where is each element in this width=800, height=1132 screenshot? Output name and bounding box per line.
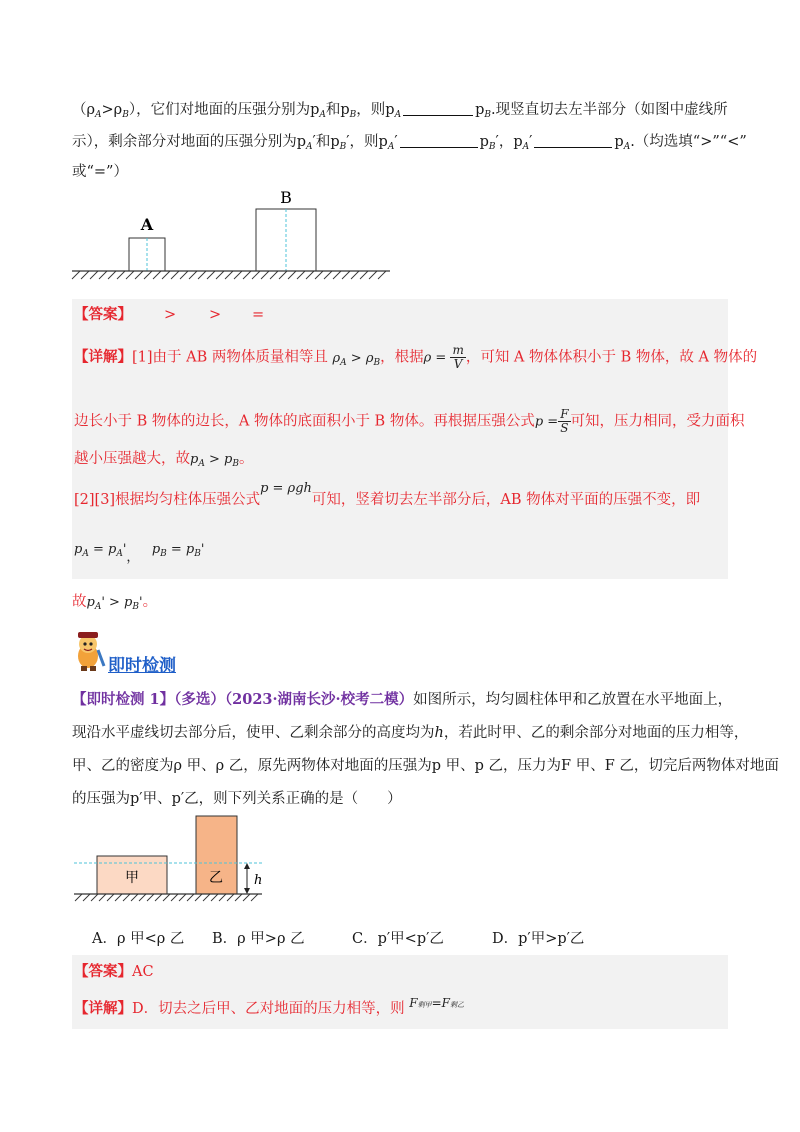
label-yi: 乙 [209,870,223,886]
hatch-mark [163,894,170,901]
hatch-mark [360,271,368,279]
label-b: B [280,188,292,207]
hatch-mark [131,894,138,901]
figure-cylinders [70,812,270,908]
detail-1-line-1: 【详解】[1]由于 AB 两物体质量相等且 $\rho_A > \rho_B$，根据ρ = $\frac{m}{V}$ ，可知 A 物体体积小于 B 物体，故 A 物体的 [74,343,758,371]
hatch-mark [342,271,350,279]
test-1-line-2: 现沿水平虚线切去部分后，使甲、乙剩余部分的高度均为h，若此时甲、乙的剩余部分对地面的压力相等， [72,725,749,741]
hatch-mark [91,894,98,901]
hatch-mark [378,271,386,279]
option-b[interactable]: B．ρ 甲>ρ 乙 [212,931,305,947]
answer-box-1 [72,299,728,579]
hatch-mark [234,271,242,279]
hatch-mark [270,271,278,279]
label-a: A [140,215,154,234]
answer-blank-1[interactable] [403,101,473,116]
hatch-mark [198,271,206,279]
hatch-mark [288,271,296,279]
answer-blank-3[interactable] [534,133,612,148]
hatch-mark [180,271,188,279]
hatch-mark [324,271,332,279]
hatch-mark [243,271,251,279]
hatch-mark [117,271,125,279]
hatch-mark [75,894,82,901]
hatch-mark [243,894,250,901]
hatch-mark [195,894,202,901]
hatch-mark [81,271,89,279]
hatch-mark [115,894,122,901]
hatch-mark [99,894,106,901]
answer-blank-2[interactable] [400,133,478,148]
hatch-mark [207,271,215,279]
ground-hatch [72,271,386,279]
hatch-mark [83,894,90,901]
hatch-mark [315,271,323,279]
hatch-mark [144,271,152,279]
hatch-mark [216,271,224,279]
hatch-mark [187,894,194,901]
hatch-mark [162,271,170,279]
hatch-mark [261,271,269,279]
hatch-mark [107,894,114,901]
hatch-mark [171,271,179,279]
answer-1: 【答案】 > > = [74,306,265,323]
figure-blocks-ab [70,185,400,285]
hatch-mark [279,271,287,279]
label-h: h [254,873,263,888]
hatch-mark [333,271,341,279]
hatch-mark [147,894,154,901]
detail-1-conclusion: 故$p_A' > p_B'$。 [72,594,158,612]
label-jia: 甲 [125,870,139,886]
hatch-mark [126,271,134,279]
question-line-3: 或“=”） [72,164,128,180]
option-c[interactable]: C．p′甲<p′乙 [352,931,444,947]
question-line-1: $(\rho_A>\rho_B)$，它们对地面的压强分别为$p_A$和$p_B$，则$p_A$ $p_B$.现竖直切去左半部分（如图中虚线所 [72,102,728,120]
hatch-mark [179,894,186,901]
detail-2: 【详解】D．切去之后甲、乙对地面的压力相等，则 $^{F剩甲=F剩乙}$ [74,996,464,1017]
detail-1-line-4: [2][3]根据均匀柱体压强公式p = ρgh可知，竖着切去左半部分后，AB 物体对平面的压强不变，即 [74,481,701,508]
test-1-line-4: 的压强为p′甲、p′乙，则下列关系正确的是（ ） [72,791,402,807]
hatch-mark [251,894,258,901]
hatch-mark [203,894,210,901]
detail-1-line-2: 边长小于 B 物体的边长，A 物体的底面积小于 B 物体。再根据压强公式p = $\frac{F}{S}$ 可知，压力相同，受力面积 [74,407,745,435]
question-line-2: 示），剩余部分对地面的压强分别为$p_A'$和$p_B'$，则$p_A'$ $p_B'$，$p_A'$ $p_A$.（均选填“>”“<” [72,134,747,152]
test-1-line-1: 【即时检测 1】（多选）（2023·湖南长沙·校考二模）如图所示，均匀圆柱体甲和乙放置在水平地面上， [72,691,733,708]
section-title: 即时检测 [108,656,176,676]
hatch-mark [219,894,226,901]
hatch-mark [369,271,377,279]
pencil-mascot-icon [72,628,106,672]
hatch-mark [155,894,162,901]
hatch-mark [139,894,146,901]
hatch-mark [108,271,116,279]
option-a[interactable]: A．ρ 甲<ρ 乙 [92,931,185,947]
hatch-mark [235,894,242,901]
option-d[interactable]: D．p′甲>p′乙 [492,931,585,947]
hatch-mark [351,271,359,279]
ground-hatch-2 [75,894,258,901]
hatch-mark [297,271,305,279]
answer-2: 【答案】AC [74,963,154,980]
hatch-mark [227,894,234,901]
hatch-mark [211,894,218,901]
hatch-mark [225,271,233,279]
detail-1-line-3: 越小压强越大，故$p_A > p_B$。 [74,451,254,469]
detail-1-equation: $p_A = p_A'$， $p_B = p_B'$ [74,542,205,565]
hatch-mark [72,271,80,279]
hatch-mark [99,271,107,279]
hatch-mark [306,271,314,279]
hatch-mark [123,894,130,901]
hatch-mark [171,894,178,901]
hatch-mark [252,271,260,279]
hatch-mark [189,271,197,279]
hatch-mark [90,271,98,279]
hatch-mark [153,271,161,279]
test-1-line-3: 甲、乙的密度为ρ 甲、ρ 乙，原先两物体对地面的压强为p 甲、p 乙，压力为F 甲、F 乙，切完后两物体对地面 [72,758,779,774]
hatch-mark [135,271,143,279]
